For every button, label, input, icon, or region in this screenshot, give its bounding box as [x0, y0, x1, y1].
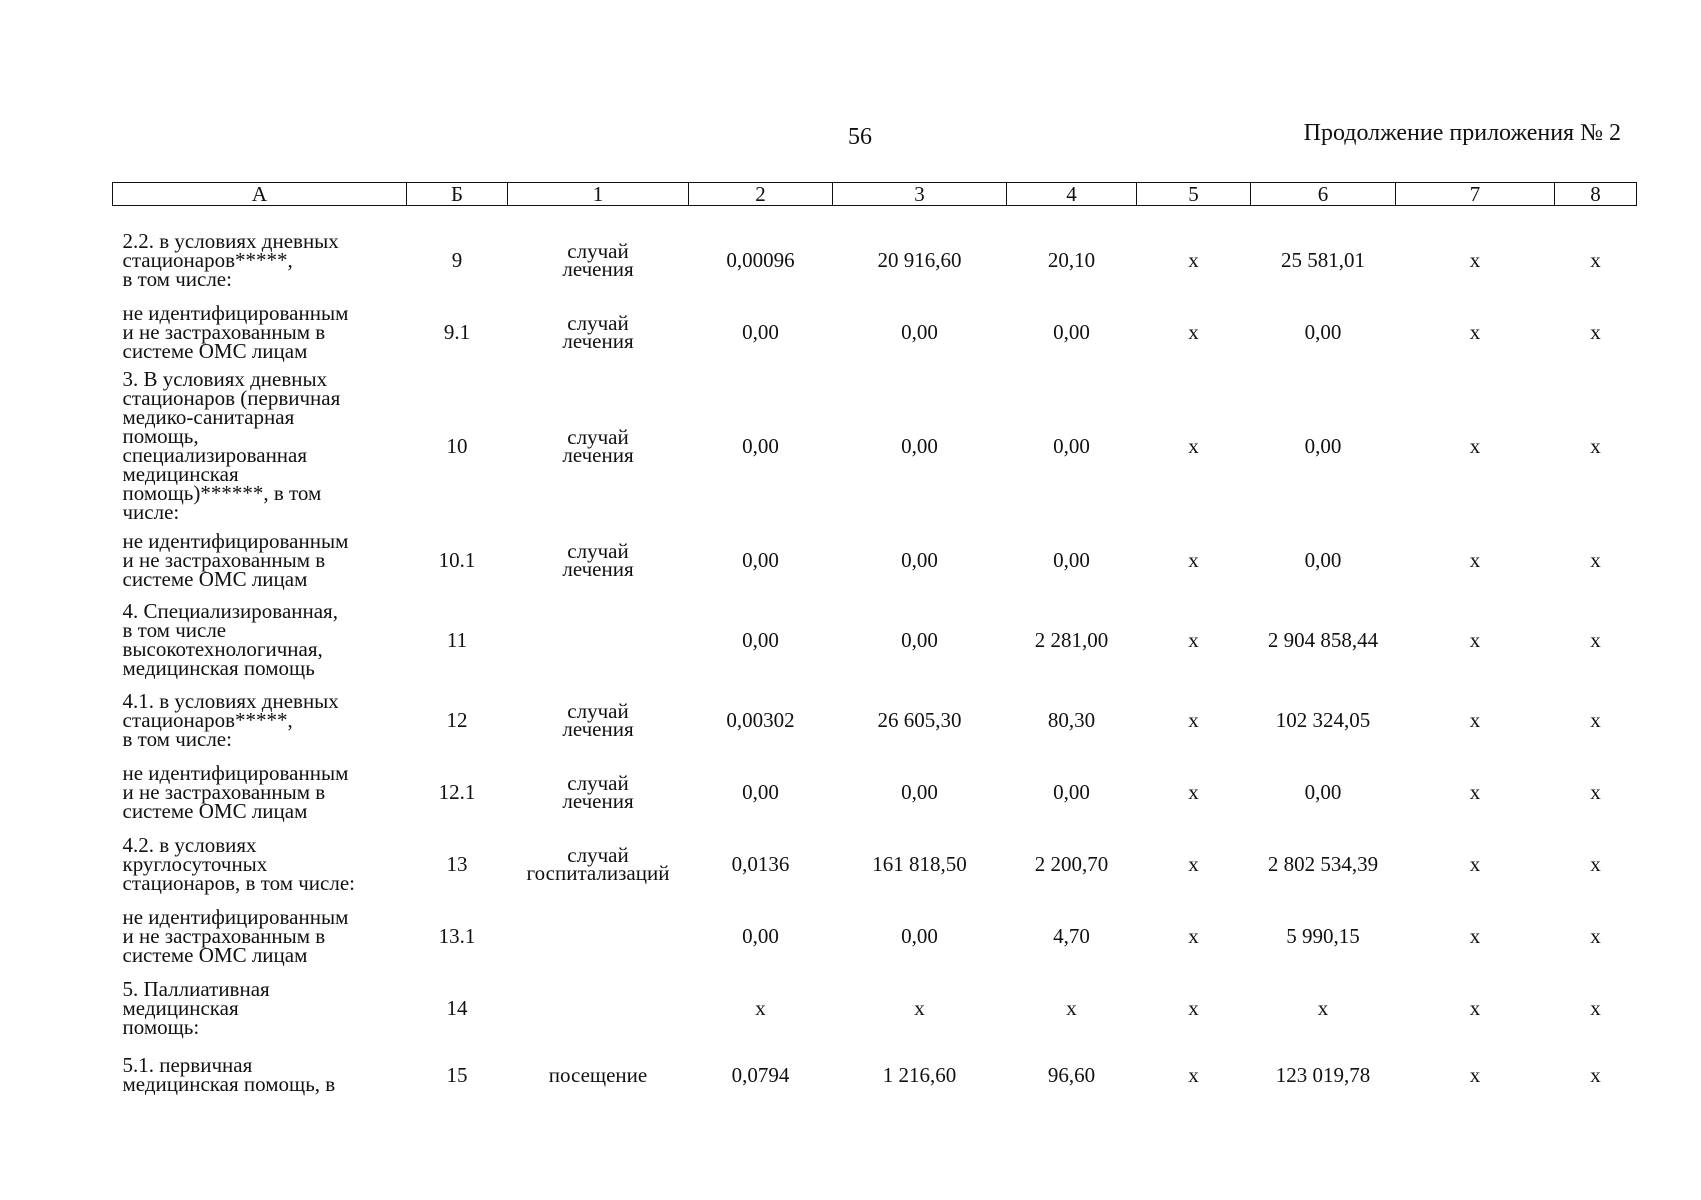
row-name-text: 5.1. первичная медицинская помощь, в	[122, 1053, 336, 1096]
row-col-4: 2 281,00	[1034, 627, 1109, 652]
row-col-8: х	[1590, 995, 1601, 1020]
table-row	[113, 224, 1637, 296]
row-col-2: 0,00	[742, 627, 779, 652]
row-col-3: 0,00	[901, 923, 938, 948]
row-col-4: х	[1066, 995, 1077, 1020]
row-col-8: х	[1590, 319, 1601, 344]
row-col-5: х	[1188, 433, 1199, 458]
header-cell-5: 5	[1137, 183, 1251, 206]
row-col-7: х	[1469, 247, 1481, 272]
row-col-8: х	[1590, 247, 1601, 272]
row-col-5: х	[1188, 995, 1199, 1020]
row-name	[113, 972, 407, 1044]
row-col-7: х	[1469, 433, 1481, 458]
row-col-3: 0,00	[901, 627, 938, 652]
row-col-6: х	[1317, 995, 1329, 1020]
row-unit	[508, 972, 689, 1044]
row-col-7: х	[1469, 707, 1481, 732]
row-name-text: 3. В условиях дневных стационаров (первичная медико-санитарная помощь, специализированная медицинская помощь)******, в том числе:	[122, 367, 341, 524]
row-code: 13.1	[438, 923, 476, 948]
row-unit-text: случай лечения	[562, 699, 634, 741]
header-cell-a: А	[113, 183, 407, 206]
row-col-3: х	[914, 995, 925, 1020]
row-col-2: 0,0794	[731, 1062, 790, 1087]
row-col-3: 161 818,50	[872, 851, 967, 876]
row-col-3: 26 605,30	[877, 707, 962, 732]
row-col-4: 20,10	[1047, 247, 1096, 272]
row-unit	[508, 828, 689, 900]
row-col-6: 5 990,15	[1286, 923, 1360, 948]
row-col-7: х	[1469, 319, 1481, 344]
row-col-6: 123 019,78	[1275, 1062, 1371, 1087]
row-unit	[508, 756, 689, 828]
row-unit	[508, 524, 689, 596]
row-col-5: х	[1188, 707, 1199, 732]
row-col-4: 0,00	[1053, 547, 1090, 572]
row-col-2: 0,00	[742, 547, 779, 572]
table-row	[113, 828, 1637, 900]
row-name	[113, 828, 407, 900]
row-col-3: 0,00	[901, 547, 938, 572]
row-code: 10.1	[438, 547, 476, 572]
table-row	[113, 296, 1637, 368]
row-col-8: х	[1590, 547, 1601, 572]
row-col-3: 0,00	[901, 319, 938, 344]
row-code: 9.1	[443, 319, 471, 344]
row-col-2: 0,00	[742, 319, 779, 344]
row-unit-text: случай лечения	[562, 239, 634, 281]
row-col-2: 0,00096	[726, 247, 795, 272]
row-col-4: 0,00	[1053, 319, 1090, 344]
row-col-7: х	[1469, 779, 1481, 804]
row-col-5: х	[1188, 1062, 1199, 1087]
row-code: 15	[446, 1062, 468, 1087]
row-col-2: 0,00	[742, 779, 779, 804]
row-col-8: х	[1590, 1062, 1601, 1087]
row-col-7: х	[1469, 547, 1481, 572]
header-gap	[113, 206, 1637, 225]
row-name	[113, 596, 407, 684]
header-cell-8: 8	[1555, 183, 1637, 206]
row-code: 9	[451, 247, 463, 272]
row-name	[113, 900, 407, 972]
row-col-8: х	[1590, 779, 1601, 804]
row-unit-text: случай лечения	[562, 771, 634, 813]
row-col-6: 0,00	[1304, 319, 1342, 344]
table-row	[113, 1044, 1637, 1106]
row-col-6: 0,00	[1304, 433, 1342, 458]
row-name-text: не идентифицированным и не застрахованным в системе ОМС лицам	[122, 760, 349, 823]
row-col-4: 0,00	[1053, 433, 1090, 458]
row-col-8: х	[1590, 433, 1601, 458]
row-col-4: 0,00	[1053, 779, 1090, 804]
row-col-6: 2 802 534,39	[1267, 851, 1379, 876]
row-col-4: 2 200,70	[1034, 851, 1109, 876]
page-number: 56	[848, 124, 872, 150]
row-unit-text: случай лечения	[562, 311, 634, 353]
row-col-8: х	[1590, 851, 1601, 876]
row-name-text: не идентифицированным и не застрахованным в системе ОМС лицам	[122, 300, 349, 363]
row-col-6: 0,00	[1304, 779, 1342, 804]
row-name	[113, 224, 407, 296]
row-col-7: х	[1469, 923, 1481, 948]
row-col-7: х	[1469, 1062, 1481, 1087]
table-row	[113, 756, 1637, 828]
row-col-3: 1 216,60	[882, 1062, 957, 1087]
row-code: 11	[446, 627, 468, 652]
row-col-7: х	[1469, 995, 1481, 1020]
row-col-5: х	[1188, 779, 1199, 804]
table-row	[113, 684, 1637, 756]
row-col-3: 0,00	[901, 779, 938, 804]
table-row	[113, 972, 1637, 1044]
row-col-4: 96,60	[1047, 1062, 1096, 1087]
row-col-5: х	[1188, 851, 1199, 876]
row-col-2: х	[755, 995, 766, 1020]
row-col-6: 102 324,05	[1275, 707, 1371, 732]
row-unit	[508, 296, 689, 368]
row-col-4: 80,30	[1047, 707, 1096, 732]
row-unit-text: посещение	[548, 1063, 648, 1087]
page-caption: Продолжение приложения № 2	[1303, 120, 1621, 146]
table-row	[113, 368, 1637, 524]
header-cell-6: 6	[1251, 183, 1396, 206]
row-name-text: 4.2. в условиях круглосуточных стационаров, в том числе:	[122, 832, 355, 895]
row-unit-text: случай лечения	[562, 425, 634, 467]
row-col-6: 25 581,01	[1281, 247, 1365, 272]
row-unit	[508, 596, 689, 684]
data-table	[112, 182, 1637, 1106]
row-code: 14	[446, 995, 468, 1020]
header-cell-2: 2	[689, 183, 833, 206]
row-col-2: 0,00302	[726, 707, 795, 732]
row-col-5: х	[1188, 923, 1199, 948]
row-unit	[508, 368, 689, 524]
row-unit	[508, 900, 689, 972]
row-name	[113, 296, 407, 368]
row-col-2: 0,0136	[731, 851, 790, 876]
row-code: 13	[446, 851, 468, 876]
row-name-text: 4. Специализированная, в том числе высокотехнологичная, медицинская помощь	[122, 599, 338, 680]
row-col-7: х	[1469, 851, 1481, 876]
header-cell-b: Б	[407, 183, 508, 206]
row-col-5: х	[1188, 319, 1199, 344]
row-col-8: х	[1590, 627, 1601, 652]
row-name-text: не идентифицированным и не застрахованным в системе ОМС лицам	[122, 528, 349, 591]
row-name-text: 5. Паллиативная медицинская помощь:	[122, 976, 270, 1039]
header-gap-cell	[113, 206, 1637, 225]
row-name	[113, 368, 407, 524]
row-col-8: х	[1590, 707, 1601, 732]
header-cell-7: 7	[1396, 183, 1555, 206]
row-name	[113, 1044, 407, 1106]
row-col-3: 0,00	[901, 433, 938, 458]
row-code: 12.1	[438, 779, 476, 804]
row-unit	[508, 224, 689, 296]
row-col-2: 0,00	[742, 923, 779, 948]
row-col-6: 0,00	[1304, 547, 1342, 572]
header-cell-4: 4	[1007, 183, 1137, 206]
row-name	[113, 524, 407, 596]
table-row	[113, 900, 1637, 972]
row-name-text: 2.2. в условиях дневных стационаров*****, в том числе:	[122, 228, 339, 291]
row-unit-text: случай госпитализаций	[526, 843, 670, 885]
row-col-5: х	[1188, 547, 1199, 572]
row-col-8: х	[1590, 923, 1601, 948]
row-unit	[508, 684, 689, 756]
row-unit	[508, 1044, 689, 1106]
row-col-7: х	[1469, 627, 1481, 652]
row-col-6: 2 904 858,44	[1267, 627, 1379, 652]
row-unit-text: случай лечения	[562, 539, 634, 581]
row-code: 10	[446, 433, 468, 458]
row-col-4: 4,70	[1053, 923, 1090, 948]
header-row	[113, 183, 1637, 206]
header-cell-3: 3	[833, 183, 1007, 206]
row-name	[113, 756, 407, 828]
table-row	[113, 596, 1637, 684]
row-code: 12	[446, 707, 468, 732]
row-col-3: 20 916,60	[877, 247, 962, 272]
row-name-text: не идентифицированным и не застрахованным в системе ОМС лицам	[122, 904, 349, 967]
row-name	[113, 684, 407, 756]
header-cell-1: 1	[508, 183, 689, 206]
row-col-2: 0,00	[742, 433, 779, 458]
table-row	[113, 524, 1637, 596]
row-name-text: 4.1. в условиях дневных стационаров*****, в том числе:	[122, 688, 339, 751]
row-col-5: х	[1188, 247, 1199, 272]
row-col-5: х	[1188, 627, 1199, 652]
